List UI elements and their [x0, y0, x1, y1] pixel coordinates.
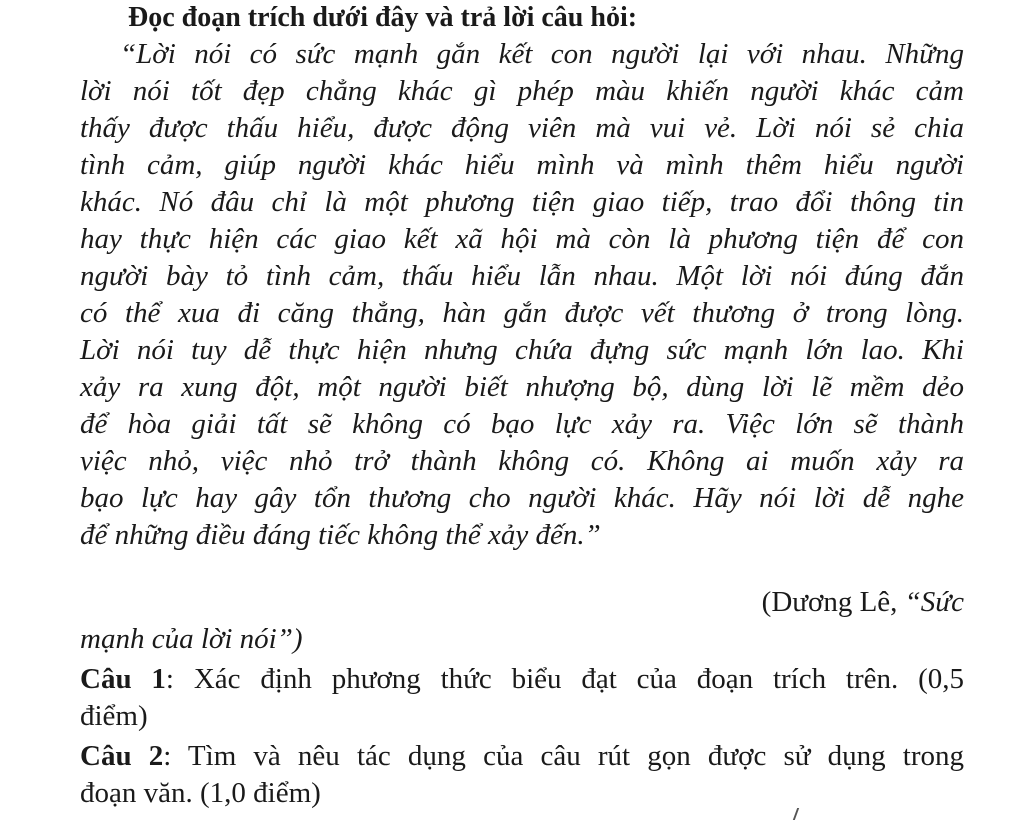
passage-line: lời nói tốt đẹp chẳng khác gì phép màu khiến người khác cảm — [80, 75, 964, 107]
citation-title-end: mạnh của lời nói — [80, 623, 277, 655]
passage-line: tình cảm, giúp người khác hiểu mình và mình thêm hiểu người — [80, 149, 964, 181]
passage-line: bạo lực hay gây tổn thương cho người khác. Hãy nói lời dễ nghe — [80, 482, 964, 514]
passage-line: Lời nói tuy dễ thực hiện nhưng chứa đựng sức mạnh lớn lao. Khi — [80, 334, 964, 366]
passage-line: để những điều đáng tiếc không thể xảy đến.” — [80, 519, 601, 551]
question-1-text: : Xác định phương thức biểu đạt của đoạn trích trên. (0,5 — [165, 663, 965, 695]
citation-line-1 — [762, 584, 964, 621]
question-2-label: Câu 2 — [80, 740, 164, 772]
question-2-text: : Tìm và nêu tác dụng của câu rút gọn được sử dụng trong — [163, 740, 964, 772]
citation-close: ”) — [276, 623, 303, 655]
question-1-label: Câu 1 — [80, 663, 166, 695]
passage-line: “Lời nói có sức mạnh gắn kết con người lại với nhau. Những — [120, 38, 964, 70]
question-1 — [80, 661, 970, 735]
citation-line-2 — [80, 621, 303, 658]
passage-line: xảy ra xung đột, một người biết nhượng bộ, dùng lời lẽ mềm dẻo — [80, 371, 964, 403]
passage-line: có thể xua đi căng thẳng, hàn gắn được vết thương ở trong lòng. — [80, 297, 964, 329]
question-2-line-1 — [80, 738, 964, 775]
question-1-line-2: điểm) — [80, 700, 148, 732]
citation-author: (Dương Lê, — [761, 586, 905, 618]
question-2 — [80, 738, 970, 812]
passage-line: thấy được thấu hiểu, được động viên mà vui vẻ. Lời nói sẻ chia — [80, 112, 964, 144]
passage-line: khác. Nó đâu chỉ là một phương tiện giao tiếp, trao đổi thông tin — [80, 186, 964, 218]
question-2-line-2: đoạn văn. (1,0 điểm) — [80, 777, 321, 809]
citation-title-start: “Sức — [904, 586, 964, 618]
passage-line: người bày tỏ tình cảm, thấu hiểu lẫn nhau. Một lời nói đúng đắn — [80, 260, 964, 292]
passage-line: để hòa giải tất sẽ không có bạo lực xảy ra. Việc lớn sẽ thành — [80, 408, 964, 440]
passage-line: việc nhỏ, việc nhỏ trở thành không có. Không ai muốn xảy ra — [80, 445, 964, 477]
question-1-line-1 — [80, 661, 964, 698]
instruction-heading: Đọc đoạn trích dưới đây và trả lời câu hỏi: — [128, 2, 638, 33]
passage-line: hay thực hiện các giao kết xã hội mà còn là phương tiện để con — [80, 223, 964, 255]
